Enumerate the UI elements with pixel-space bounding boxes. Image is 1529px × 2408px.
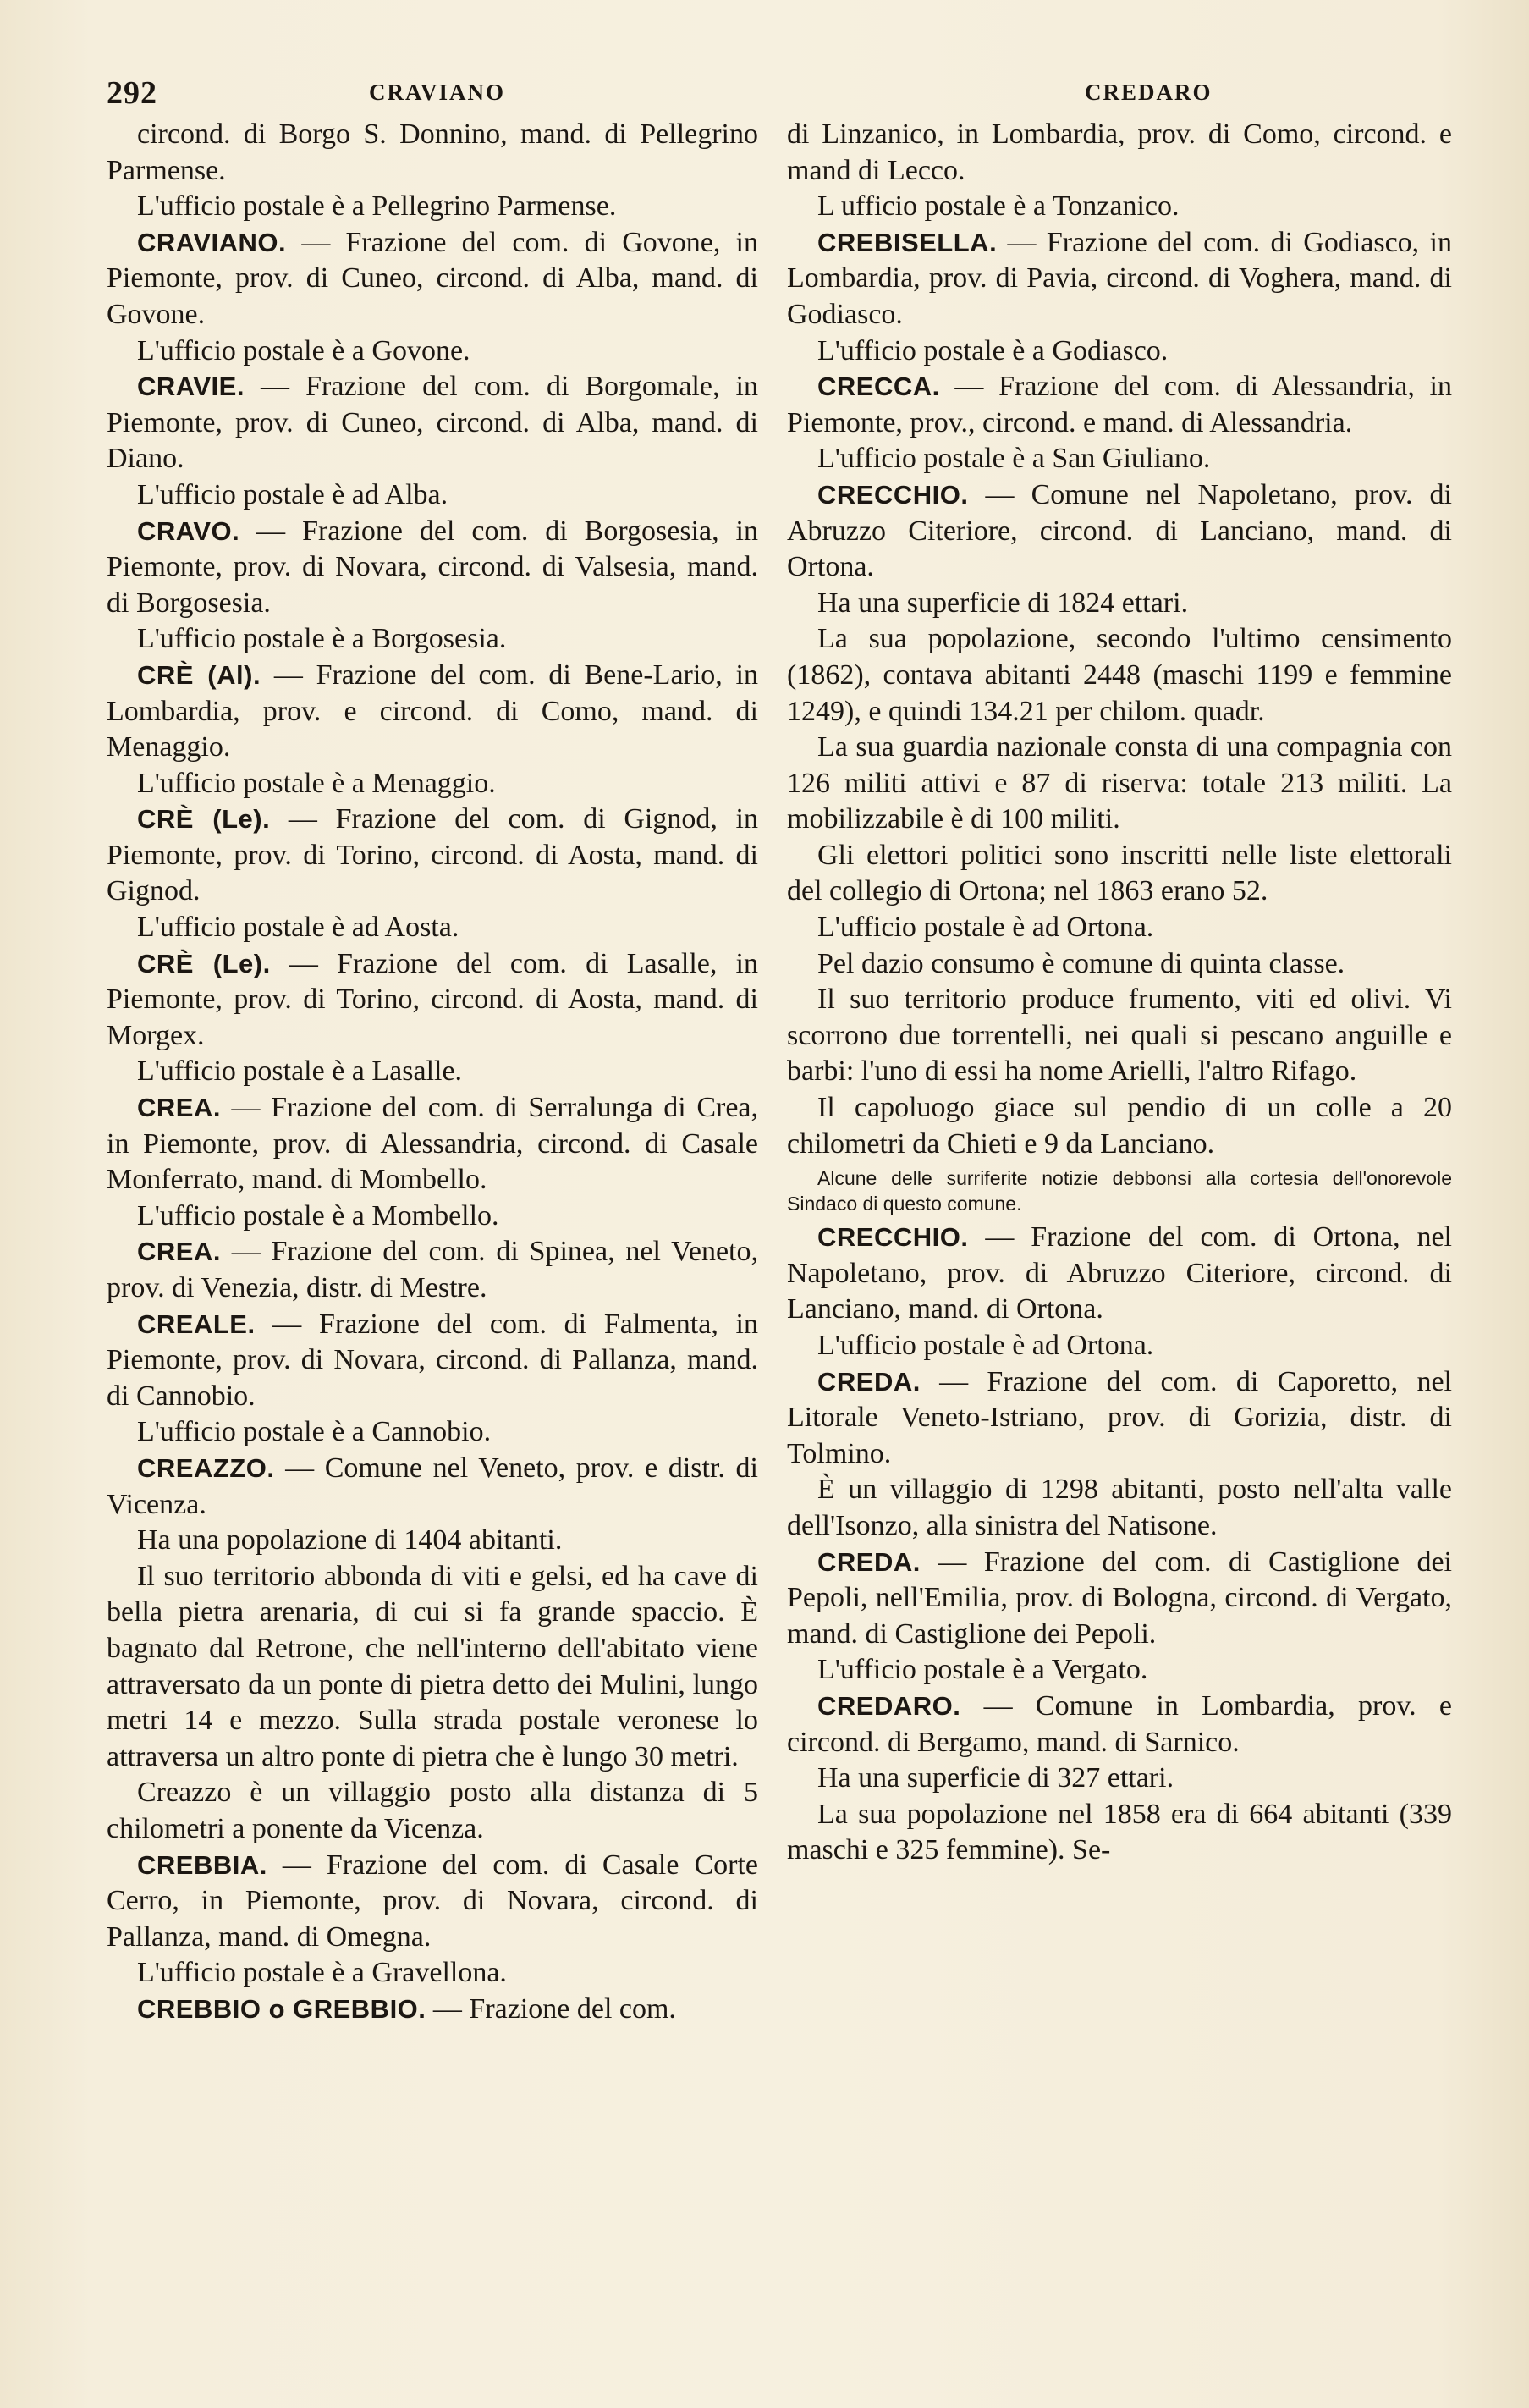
entry-text: La sua popolazione, secondo l'ultimo censimento (1862), contava abitanti 2448 (maschi 1199 e femmine 1249), e quindi 134.21 per chilom. quadr. [787,623,1452,727]
entry-headword: CREDA. [817,1546,921,1577]
entry-paragraph [787,189,1452,225]
entry-text: — Comune nel Napoletano, prov. di Abruzzo Citeriore, circond. di Lanciano, mand. di Ortona. [787,478,1452,583]
entry-headword: CREALE. [137,1309,256,1339]
gazetteer-entry [107,369,758,477]
entry-text: L'ufficio postale è ad Ortona. [817,1330,1154,1361]
entry-text: — Frazione del com. di Castiglione dei Pepoli, nell'Emilia, prov. di Bologna, circond. di Vergato, mand. di Castiglione dei Pepoli. [787,1546,1452,1650]
entry-text: Creazzo è un villaggio posto alla distanza di 5 chilometri a ponente da Vicenza. [107,1777,758,1844]
entry-paragraph [787,1472,1452,1544]
entry-headword: CREDARO. [817,1690,961,1721]
entry-text: — Frazione del com. di Serralunga di Crea, in Piemonte, prov. di Alessandria, circond. di Casale Monferrato, mand. di Mombello. [107,1092,758,1196]
running-head-left: CRAVIANO [369,80,506,105]
entry-text: L ufficio postale è a Tonzanico. [817,190,1180,223]
entry-text: — Frazione del com. di Falmenta, in Piemonte, prov. di Novara, circond. di Pallanza, mand. di Cannobio. [107,1308,758,1412]
gazetteer-entry [107,225,758,333]
entry-paragraph [107,910,758,946]
entry-text: — Frazione del com. di Casale Corte Cerro, in Piemonte, prov. di Novara, circond. di Pallanza, mand. di Omegna. [107,1849,758,1953]
entry-text: — Frazione del com. di Spinea, nel Veneto, prov. di Venezia, distr. di Mestre. [107,1236,758,1303]
footnote [787,1165,1452,1216]
entry-paragraph [787,1090,1452,1162]
entry-paragraph [107,1054,758,1090]
entry-headword: CRAVIE. [137,372,245,402]
entry-paragraph [107,1559,758,1776]
entry-paragraph [787,1328,1452,1364]
entry-text: — Comune in Lombardia, prov. e circond. di Bergamo, mand. di Sarnico. [787,1689,1452,1758]
entry-text: Ha una popolazione di 1404 abitanti. [137,1524,563,1557]
gazetteer-entry [107,1090,758,1198]
entry-paragraph [107,1523,758,1559]
entry-text: L'ufficio postale è ad Alba. [137,478,448,510]
entry-paragraph [787,441,1452,477]
entry-headword: CRÈ (Le). [137,948,271,978]
entry-headword: CRECCA. [817,372,940,402]
entry-paragraph [107,1414,758,1451]
gazetteer-entry [787,369,1452,441]
entry-text: — Frazione del com. di Alessandria, in Piemonte, prov., circond. e mand. di Alessandria. [787,371,1452,438]
entry-text: Ha una superficie di 327 ettari. [817,1762,1174,1794]
entry-paragraph [107,1775,758,1847]
entry-text: — Frazione del com. di Gignod, in Piemonte, prov. di Torino, circond. di Aosta, mand. di Gignod. [107,803,759,907]
entry-text: L'ufficio postale è ad Ortona. [817,912,1154,944]
entry-text: — Frazione del com. di Govone, in Piemonte, prov. di Cuneo, circond. di Alba, mand. di Govone. [107,226,758,330]
gazetteer-entry [787,477,1452,586]
entry-paragraph [787,910,1452,946]
entry-text: L'ufficio postale è a San Giuliano. [817,443,1211,475]
entry-headword: CREBISELLA. [817,227,998,257]
gazetteer-entry [107,1848,758,1956]
entry-headword: CRECCHIO. [817,479,969,510]
entry-text: L'ufficio postale è a Menaggio. [137,767,496,799]
gazetteer-entry [787,225,1452,333]
entry-paragraph [787,1652,1452,1689]
entry-paragraph [107,766,758,802]
gazetteer-entry [787,1364,1452,1473]
entry-text: L'ufficio postale è a Vergato. [817,1654,1148,1686]
entry-paragraph [787,946,1452,983]
entry-paragraph [107,1198,758,1235]
entry-paragraph [787,730,1452,838]
entry-text: L'ufficio postale è a Lasalle. [137,1055,463,1088]
continued-text [787,117,1452,189]
entry-text: La sua popolazione nel 1858 era di 664 abitanti (339 maschi e 325 femmine). Se- [787,1798,1452,1866]
entry-text: Il capoluogo giace sul pendio di un colle a 20 chilometri da Chieti e 9 da Lanciano. [787,1092,1452,1160]
entry-text: Il suo territorio produce frumento, viti ed olivi. Vi scorrono due torrentelli, nei quali si pescano anguille e barbi: l'uno di essi ha nome Arielli, l'altro Rifago. [787,984,1452,1088]
gazetteer-entry [107,1451,758,1523]
entry-headword: CREBBIO o GREBBIO. [137,1993,426,2024]
page-header [107,74,1494,113]
entry-text: L'ufficio postale è a Gravellona. [137,1957,507,1989]
entry-paragraph [787,333,1452,370]
running-head-right: CREDARO [1085,80,1213,105]
entry-paragraph [787,1797,1452,1869]
entry-text: L'ufficio postale è a Godiasco. [817,334,1169,366]
gazetteer-entry [107,946,758,1055]
entry-paragraph [107,117,758,189]
entry-text: — Frazione del com. di Bene-Lario, in Lombardia, prov. e circond. di Como, mand. di Menaggio. [107,658,758,763]
entry-text: circond. di Borgo S. Donnino, mand. di Pellegrino Parmense. [107,118,758,186]
entry-text: L'ufficio postale è a Borgosesia. [137,623,507,655]
entry-paragraph [107,333,758,370]
gazetteer-entry [107,1234,758,1306]
entry-text: — Frazione del com. di Caporetto, nel Litorale Veneto-Istriano, prov. di Gorizia, distr. di Tolmino. [787,1365,1452,1469]
entry-headword: CREA. [137,1237,221,1267]
entry-text: — Frazione del com. di Godiasco, in Lombardia, prov. di Pavia, circond. di Voghera, mand. di Godiasco. [787,226,1452,330]
gazetteer-entry [787,1689,1452,1761]
entry-text: — Frazione del com. di Borgosesia, in Piemonte, prov. di Novara, circond. di Valsesia, mand. di Borgosesia. [107,515,758,619]
entry-text: Il suo territorio abbonda di viti e gelsi, ed ha cave di bella pietra arenaria, di cui si fa grande spaccio. È bagnato dal Retrone, che nell'interno dell'abitato viene attraversato da un ponte di pietra detto dei Mulini, lungo metri 14 e mezzo. Sulla strada postale veronese lo attraversa un altro ponte di pietra che è lungo 30 metri. [107,1560,758,1772]
left-column [107,117,758,2027]
entry-text: L'ufficio postale è a Cannobio. [137,1416,492,1448]
entry-headword: CRÈ (Le). [137,804,271,835]
entry-text: La sua guardia nazionale consta di una compagnia con 126 militi attivi e 87 di riserva: totale 213 militi. La mobilizzabile è di 100 militi. [787,731,1452,835]
entry-paragraph [787,982,1452,1090]
entry-text: Pel dazio consumo è comune di quinta classe. [817,947,1345,979]
entry-text: — Frazione del com. di Lasalle, in Piemonte, prov. di Torino, circond. di Aosta, mand. di Morgex. [107,947,758,1051]
entry-text: Ha una superficie di 1824 ettari. [817,587,1189,619]
entry-headword: CRAVO. [137,515,240,546]
entry-paragraph [107,1955,758,1992]
entry-text: L'ufficio postale è ad Aosta. [137,912,459,944]
entry-headword: CREA. [137,1093,221,1123]
gazetteer-entry [107,658,758,766]
entry-paragraph [107,621,758,658]
entry-paragraph [107,189,758,225]
entry-paragraph [787,838,1452,910]
entry-text: È un villaggio di 1298 abitanti, posto nell'alta valle dell'Isonzo, alla sinistra del Natisone. [787,1474,1452,1541]
gazetteer-entry [107,514,758,622]
entry-headword: CRECCHIO. [817,1222,969,1253]
right-column [787,117,1452,1869]
entry-paragraph [787,621,1452,730]
entry-headword: CRÈ (Al). [137,659,261,690]
entry-text: — Frazione del com. [426,1992,676,2025]
entry-paragraph [787,586,1452,622]
gazetteer-entry [107,1992,758,2028]
entry-text: L'ufficio postale è a Pellegrino Parmense. [137,190,617,223]
entry-text: — Frazione del com. di Ortona, nel Napoletano, prov. di Abruzzo Citeriore, circond. di Lanciano, mand. di Ortona. [787,1221,1452,1325]
entry-text: Alcune delle surriferite notizie debbonsi alla cortesia dell'onorevole Sindaco di questo comune. [787,1167,1452,1215]
entry-paragraph [107,477,758,514]
entry-text: L'ufficio postale è a Mombello. [137,1199,499,1232]
entry-text: — Comune nel Veneto, prov. e distr. di Vicenza. [107,1452,758,1520]
entry-paragraph [787,1761,1452,1797]
entry-headword: CREDA. [817,1366,921,1397]
gazetteer-entry [107,1307,758,1415]
entry-text: di Linzanico, in Lombardia, prov. di Como, circond. e mand di Lecco. [787,118,1452,186]
gazetteer-entry [787,1220,1452,1328]
entry-text: Gli elettori politici sono inscritti nelle liste elettorali del collegio di Ortona; nel 1863 erano 52. [787,839,1452,907]
entry-headword: CREAZZO. [137,1452,275,1483]
entry-text: L'ufficio postale è a Govone. [137,334,470,366]
gazetteer-entry [107,802,758,910]
gazetteer-entry [787,1545,1452,1653]
entry-headword: CRAVIANO. [137,227,287,257]
entry-text: — Frazione del com. di Borgomale, in Piemonte, prov. di Cuneo, circond. di Alba, mand. di Diano. [107,371,758,475]
entry-headword: CREBBIA. [137,1849,267,1880]
page-number: 292 [107,75,157,111]
